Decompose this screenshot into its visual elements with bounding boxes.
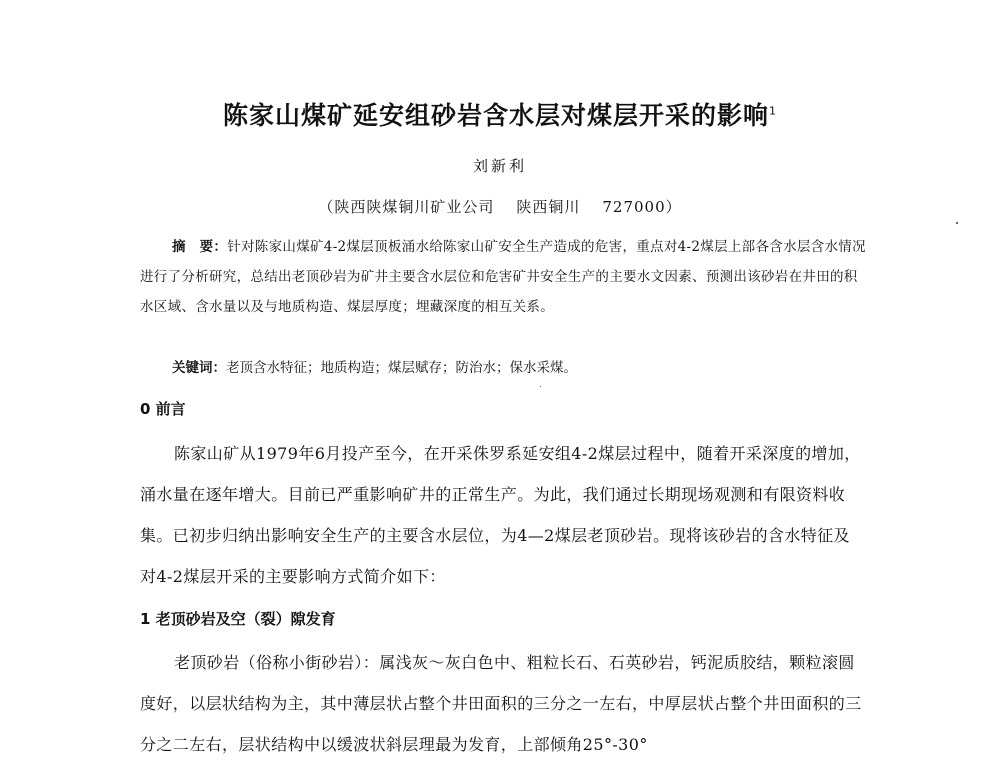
- keywords: [172, 356, 577, 376]
- section-paragraph-sandstone: 老顶砂岩（俗称小街砂岩）：属浅灰～灰白色中、粗粒长石、石英砂岩，钙泥质胶结，颗粒滚圆度好，以层状结构为主，其中薄层状占整个井田面积的三分之一左右，中厚层状占整个井田面积的三分之二左右，层状结构中以缓波状斜层理最为发育，上部倾角25°-30°: [140, 653, 862, 754]
- section-heading-sandstone: 1 老顶砂岩及空（裂）隙发育: [140, 610, 336, 628]
- abstract: [140, 232, 870, 322]
- title-footnote-mark: 1: [769, 104, 777, 118]
- abstract-label: 摘 要：: [172, 239, 228, 255]
- affiliation-org: （陕西陕煤铜川矿业公司: [318, 198, 495, 216]
- abstract-text: 针对陈家山煤矿4-2煤层顶板涌水给陈家山矿安全生产造成的危害，重点对4-2煤层上部各含水层含水情况进行了分析研究，总结出老顶砂岩为矿井主要含水层位和危害矿井安全生产的主要水文因素、预测出该砂岩在井田的积水区域、含水量以及与地质构造、煤层厚度；埋藏深度的相互关系。: [140, 239, 866, 315]
- paper-title: [0, 96, 1000, 132]
- keywords-label: 关键词：: [172, 360, 226, 376]
- section-paragraph-intro: 陈家山矿从1979年6月投产至今，在开采侏罗系延安组4-2煤层过程中，随着开采深度的增加，涌水量在逐年增大。目前已严重影响矿井的正常生产。为此，我们通过长期现场观测和有限资料收集。已初步归纳出影响安全生产的主要含水层位，为4—2煤层老顶砂岩。现将该砂岩的含水特征及对4-2煤层开采的主要影响方式简介如下：: [140, 444, 861, 586]
- affiliation: [0, 196, 1000, 217]
- keywords-text: 老顶含水特征；地质构造；煤层赋存；防治水；保水采煤。: [226, 360, 577, 376]
- title-text: 陈家山煤矿延安组砂岩含水层对煤层开采的影响: [222, 101, 769, 130]
- scan-speck: [956, 222, 958, 224]
- affiliation-postcode: 727000）: [602, 198, 682, 216]
- scan-speck: [540, 386, 541, 387]
- author-name: 刘新利: [472, 157, 527, 175]
- affiliation-address: 陕西铜川: [516, 198, 581, 216]
- section-heading-intro: 0 前言: [140, 400, 186, 418]
